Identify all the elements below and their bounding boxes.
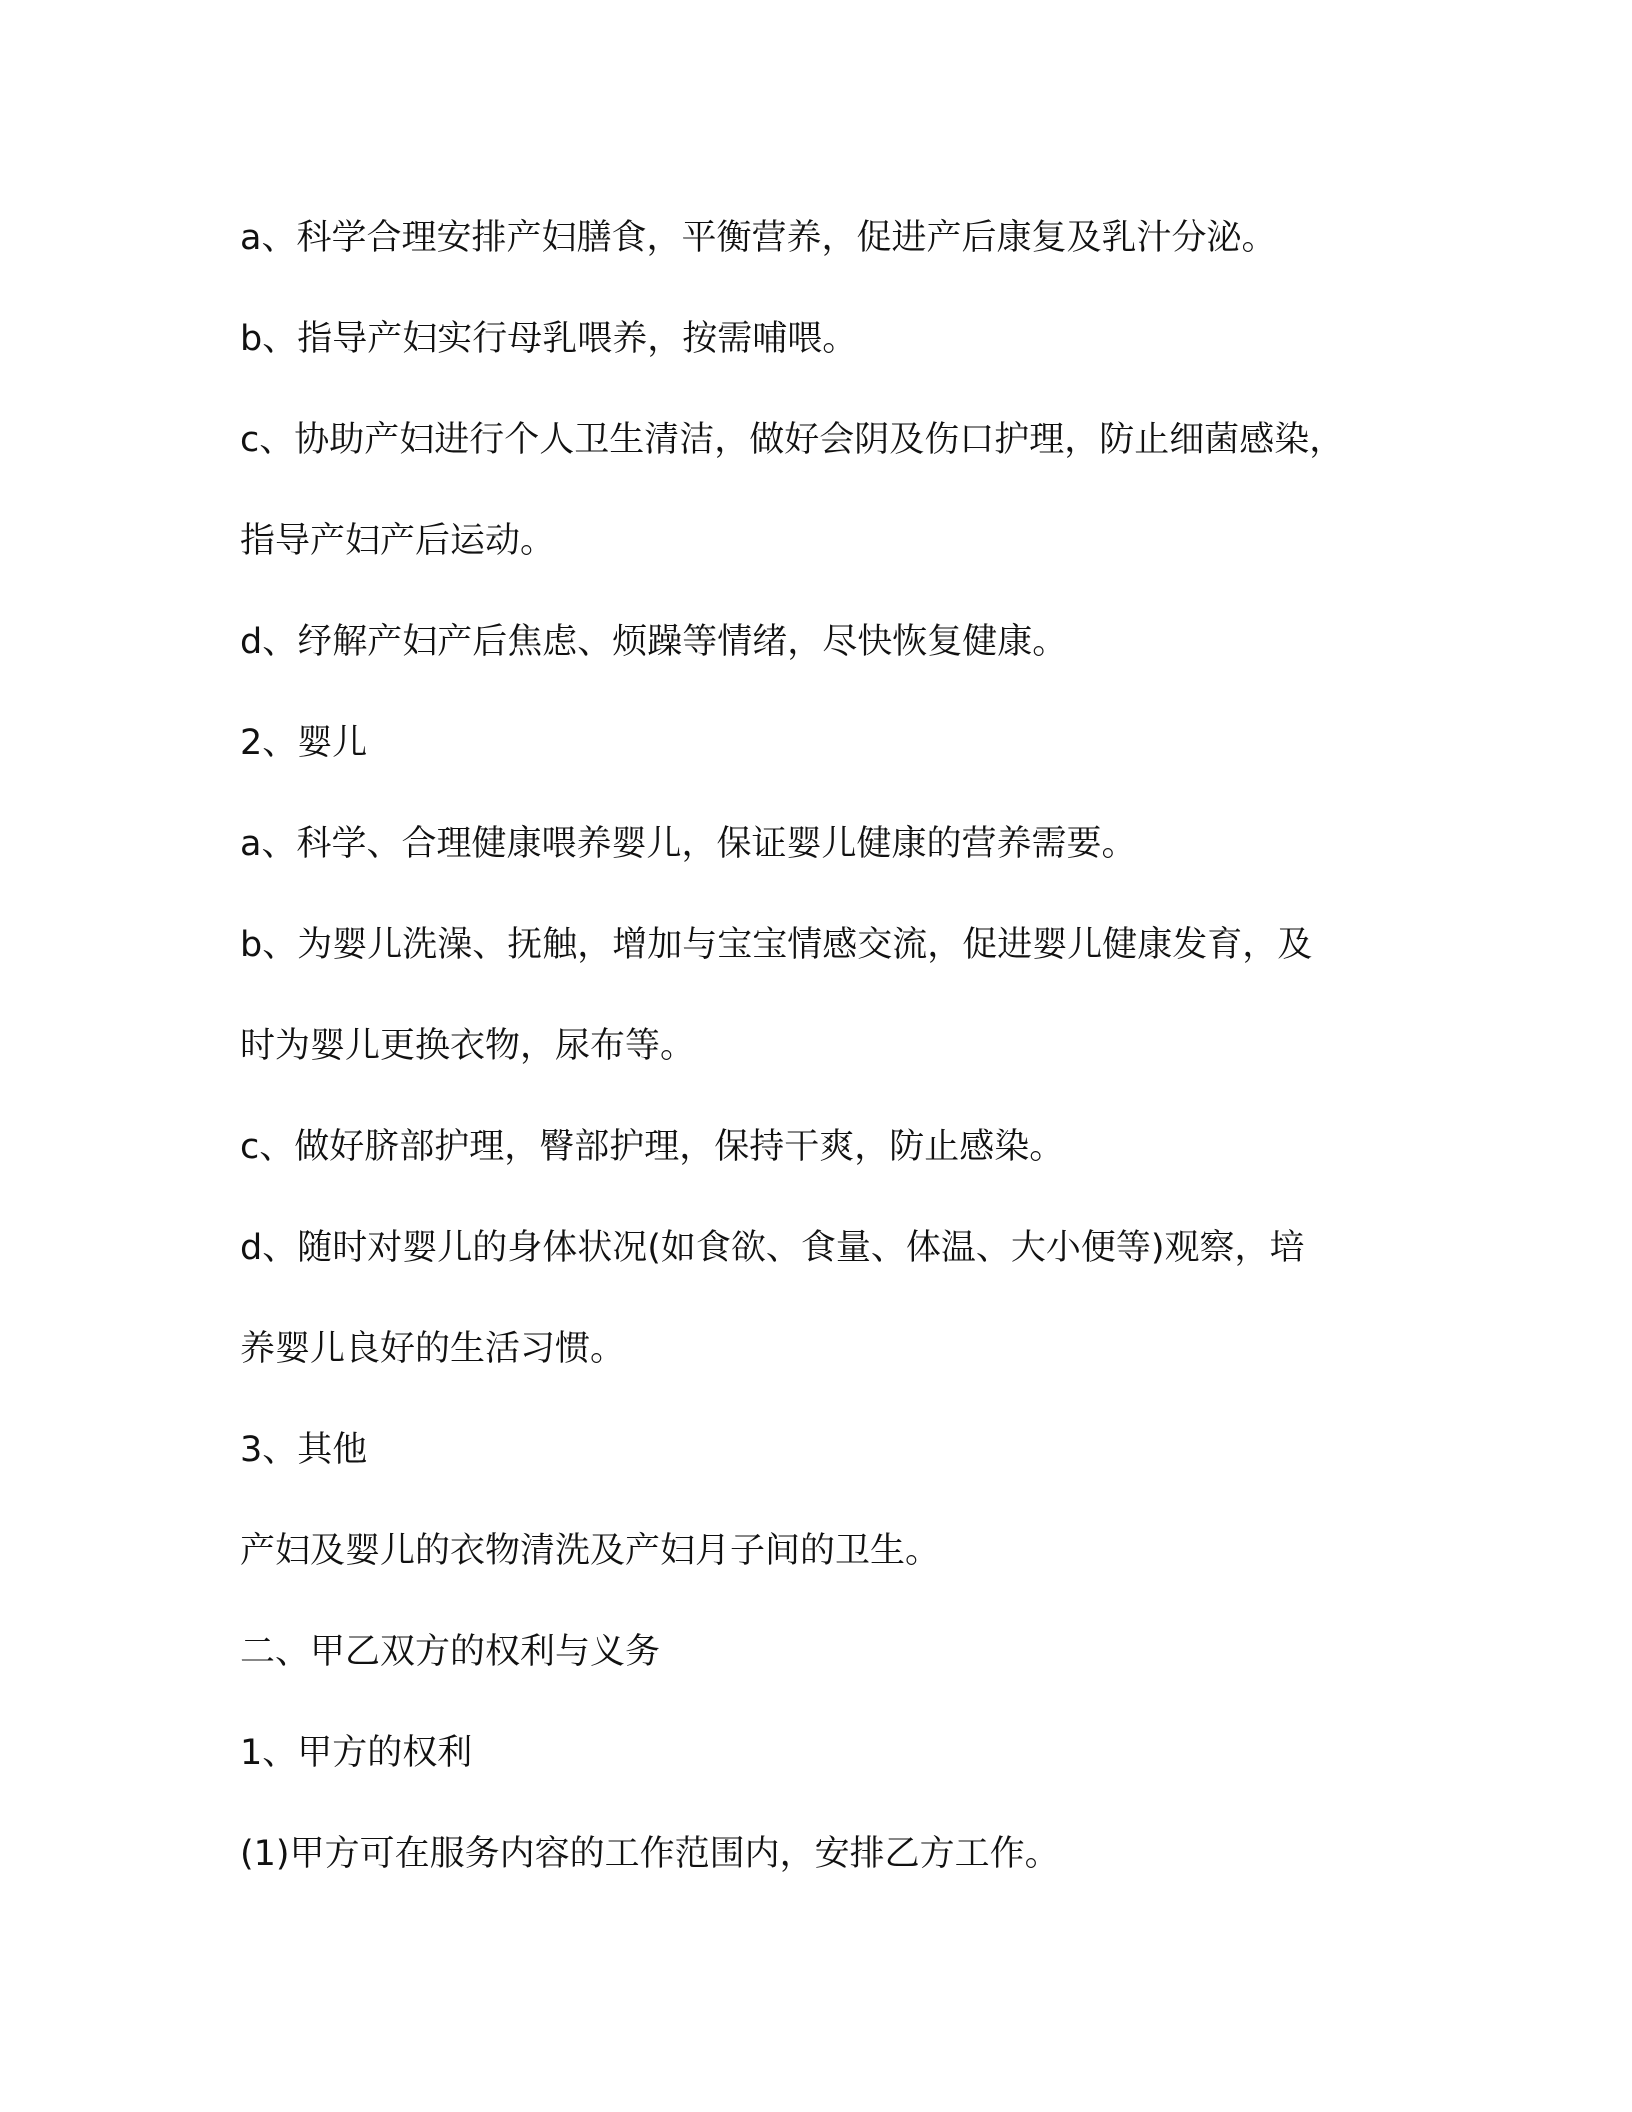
- section-heading-other: 3、其他: [240, 1430, 368, 1470]
- document-body: [240, 188, 1440, 1905]
- section-heading-infant: 2、婴儿: [240, 723, 368, 763]
- text-line-infant-feeding: a、科学、合理健康喂养婴儿，保证婴儿健康的营养需要。: [240, 824, 1137, 864]
- text-line-maternal-diet: a、科学合理安排产妇膳食，平衡营养，促进产后康复及乳汁分泌。: [240, 218, 1277, 258]
- section-heading-rights-obligations: 二、甲乙双方的权利与义务: [240, 1632, 661, 1672]
- text-line-breastfeeding: b、指导产妇实行母乳喂养，按需哺喂。: [240, 319, 858, 359]
- text-line-hygiene: c、协助产妇进行个人卫生清洁，做好会阴及伤口护理，防止细菌感染，: [240, 420, 1345, 460]
- text-line-hygiene-continued: 指导产妇产后运动。: [240, 521, 556, 561]
- text-line-infant-bathing: b、为婴儿洗澡、抚触，增加与宝宝情感交流，促进婴儿健康发育，及: [240, 925, 1313, 965]
- text-line-health-observation: d、随时对婴儿的身体状况(如食欲、食量、体温、大小便等)观察，培: [240, 1228, 1305, 1268]
- text-line-infant-bathing-continued: 时为婴儿更换衣物，尿布等。: [240, 1026, 696, 1066]
- text-line-emotional-care: d、纾解产妇产后焦虑、烦躁等情绪，尽快恢复健康。: [240, 622, 1068, 662]
- subsection-heading-party-a-rights: 1、甲方的权利: [240, 1733, 473, 1773]
- text-line-health-observation-continued: 养婴儿良好的生活习惯。: [240, 1329, 626, 1369]
- text-line-party-a-right-1: (1)甲方可在服务内容的工作范围内，安排乙方工作。: [240, 1834, 1060, 1874]
- text-line-navel-care: c、做好脐部护理，臀部护理，保持干爽，防止感染。: [240, 1127, 1065, 1167]
- text-line-laundry: 产妇及婴儿的衣物清洗及产妇月子间的卫生。: [240, 1531, 941, 1571]
